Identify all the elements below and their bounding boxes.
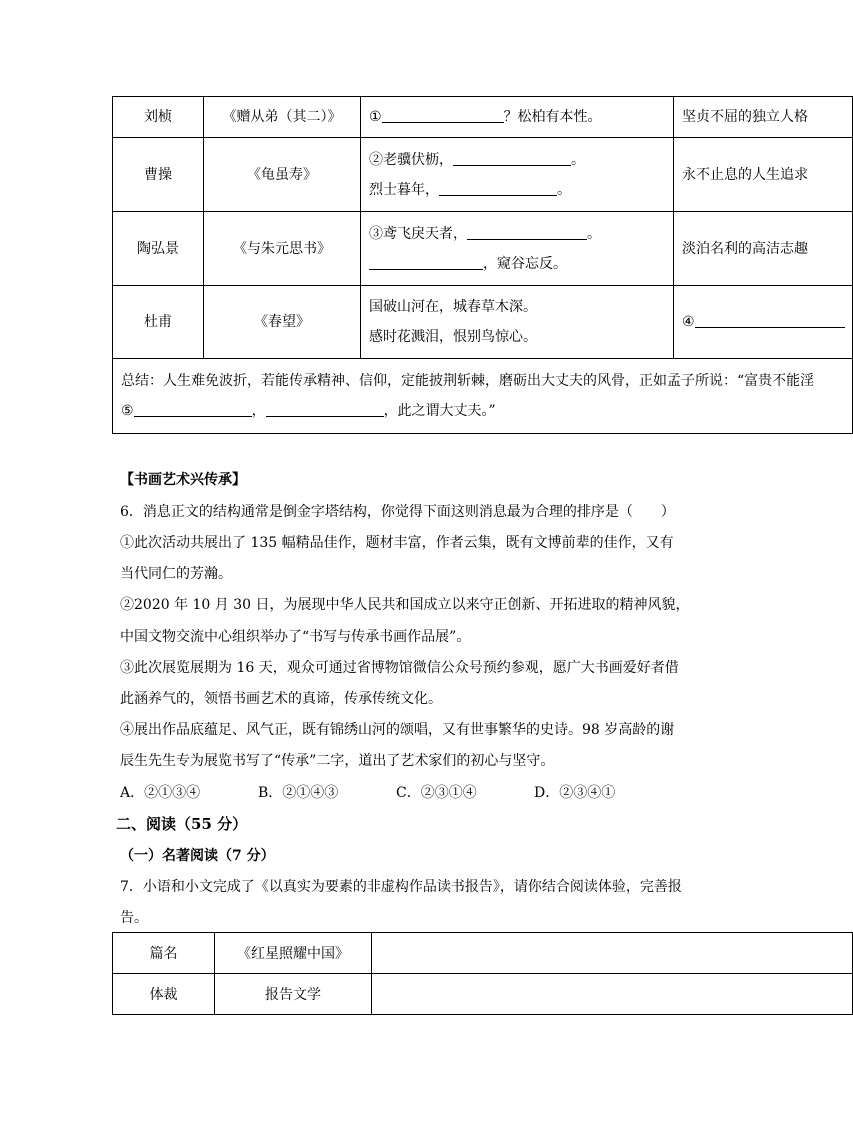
title-cell: 《春望》: [204, 286, 361, 359]
q6-item-4: ④展出作品底蕴足、风气正，既有锦绣山河的颂唱，又有世事繁华的史诗。98 岁高龄的谢: [120, 722, 675, 738]
option-a[interactable]: A．②①③④: [120, 785, 201, 801]
answer-blank-3b[interactable]: [369, 253, 483, 270]
spirit-cell: ④: [674, 286, 853, 359]
question-7-stem: 7．小语和小文完成了《以真实为要素的非虚构作品读书报告》，请你结合阅读体验，完善报: [120, 879, 682, 895]
table-row: [113, 286, 853, 359]
author-cell: 陶弘景: [113, 212, 204, 286]
verse-period: 。: [571, 151, 585, 168]
report-answer-cell[interactable]: [372, 933, 853, 974]
q6-item-2-cont: 中国文物交流中心组织举办了“书写与传承书画作品展”。: [120, 629, 471, 645]
spirit-cell: 永不止息的人生追求: [674, 138, 853, 212]
answer-blank-5a[interactable]: [134, 400, 252, 417]
sub-heading-classics: （一）名著阅读（7 分）: [120, 848, 275, 864]
verse-cell: ②老骥伏枥， 。 烈士暮年， 。: [361, 138, 674, 212]
report-table: [112, 932, 802, 1018]
q6-item-3-cont: 此涵养气的，领悟书画艺术的真谛，传承传统文化。: [120, 691, 442, 707]
section-heading: 【书画艺术兴传承】: [120, 472, 246, 488]
answer-blank-5b[interactable]: [266, 400, 384, 417]
table-row: [113, 974, 853, 1015]
q6-item-1-cont: 当代同仁的芳瀚。: [120, 566, 232, 582]
spirit-cell: 坚贞不屈的独立人格: [674, 97, 853, 138]
report-label-cell: 体裁: [113, 974, 215, 1015]
answer-blank-4[interactable]: [695, 311, 845, 328]
summary-cell: 总结：人生难免波折，若能传承精神、信仰，定能披荆斩棘，磨砺出大丈夫的风骨，正如孟子所说：“富贵不能淫 ⑤ ， ，此之谓大丈夫。”: [113, 359, 853, 434]
author-cell: 刘桢: [113, 97, 204, 138]
option-b[interactable]: B．②①④③: [258, 785, 339, 801]
verse-period: 。: [557, 181, 571, 198]
question-6-stem: 6．消息正文的结构通常是倒金字塔结构，你觉得下面这则消息最为合理的排序是（ ）: [120, 504, 675, 520]
report-value-cell: 报告文学: [215, 974, 372, 1015]
report-value-cell: 《红星照耀中国》: [215, 933, 372, 974]
author-cell: 杜甫: [113, 286, 204, 359]
option-d[interactable]: D．②③④①: [534, 785, 616, 801]
summary-row: [113, 359, 853, 434]
title-cell: 《赠从弟（其二）》: [204, 97, 361, 138]
author-cell: 曹操: [113, 138, 204, 212]
table-row: [113, 138, 853, 212]
q6-item-4-cont: 辰生先生专为展览书写了“传承”二字，道出了艺术家们的初心与坚守。: [120, 753, 555, 769]
q6-item-2: ②2020 年 10 月 30 日，为展现中华人民共和国成立以来守正创新、开拓进取的精神风貌，: [120, 597, 690, 613]
question-7-stem-cont: 告。: [120, 910, 148, 926]
table-row: [113, 933, 853, 974]
verse-cell: 国破山河在，城春草木深。 感时花溅泪，恨别鸟惊心。: [361, 286, 674, 359]
answer-blank-2b[interactable]: [439, 179, 557, 196]
verse-period: 。: [587, 225, 601, 242]
q6-item-3: ③此次展览展期为 16 天，观众可通过省博物馆微信公众号预约参观，愿广大书画爱好者借: [120, 660, 679, 676]
report-answer-cell[interactable]: [372, 974, 853, 1015]
part-2-heading: 二、阅读（55 分）: [116, 815, 248, 833]
answer-blank-2a[interactable]: [453, 149, 571, 166]
option-c[interactable]: C．②③①④: [396, 785, 477, 801]
answer-blank-3a[interactable]: [467, 223, 587, 240]
table-row: [113, 212, 853, 286]
answer-blank-1[interactable]: [382, 106, 504, 123]
verse-cell: ③鸢飞戾天者， 。 ，窥谷忘反。: [361, 212, 674, 286]
title-cell: 《龟虽寿》: [204, 138, 361, 212]
verse-cell: ① ？松柏有本性。: [361, 97, 674, 138]
poem-table: [112, 96, 815, 433]
table-row: [113, 97, 853, 138]
title-cell: 《与朱元思书》: [204, 212, 361, 286]
q6-item-1: ①此次活动共展出了 135 幅精品佳作，题材丰富，作者云集，既有文博前辈的佳作，又有: [120, 535, 674, 551]
spirit-cell: 淡泊名利的高洁志趣: [674, 212, 853, 286]
report-label-cell: 篇名: [113, 933, 215, 974]
